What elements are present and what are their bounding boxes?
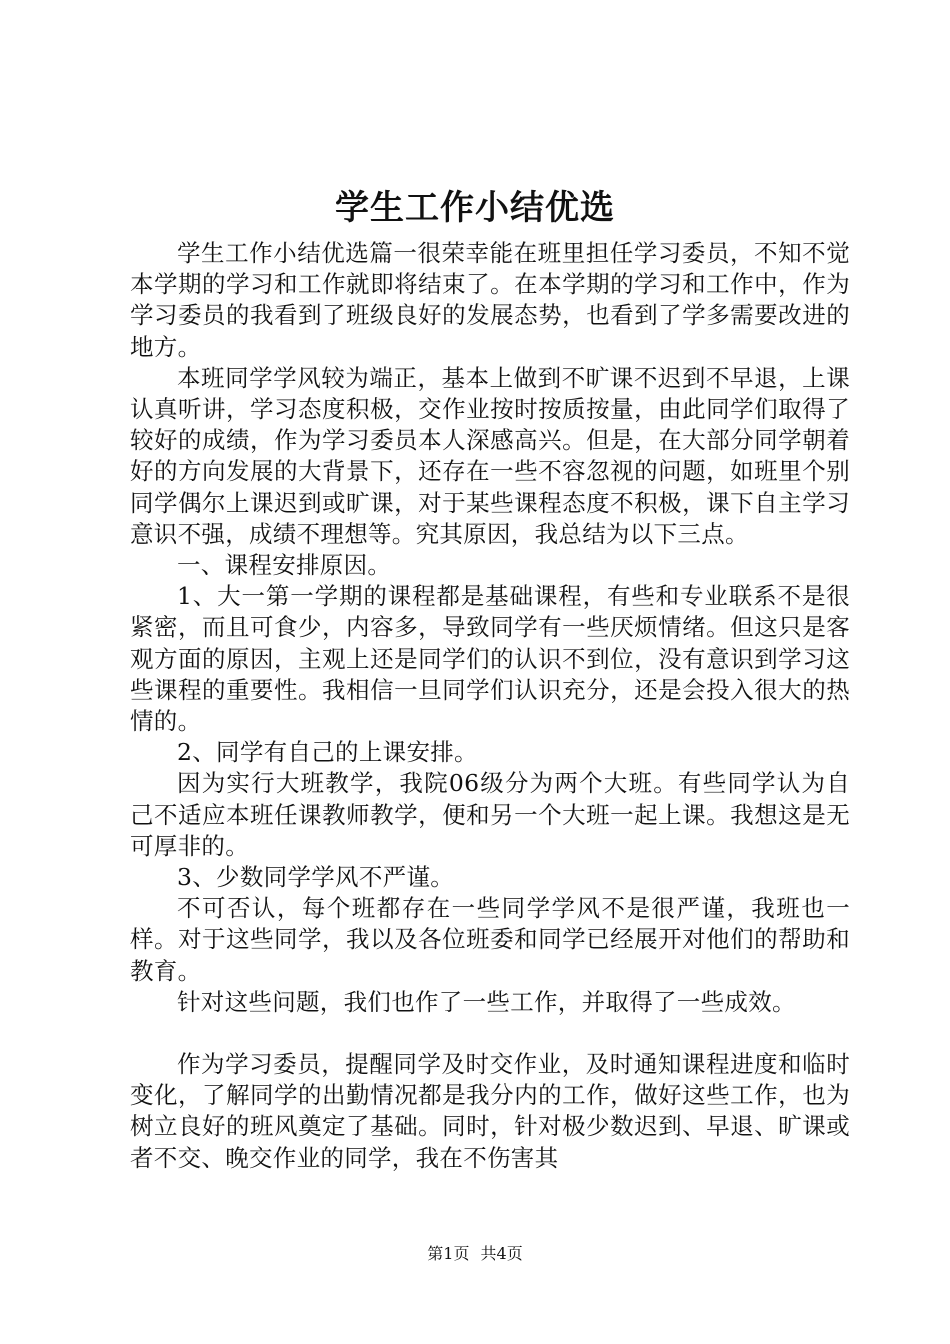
page-footer: 第1页 共4页 xyxy=(427,1244,523,1263)
paragraph-measures: 针对这些问题，我们也作了一些工作，并取得了一些成效。 xyxy=(177,987,796,1016)
paragraph-point-2-body: 因为实行大班教学，我院06级分为两个大班。有些同学认为自己不适应本班任课教师教学，便和另一个大班一起上课。我想这是无可厚非的。 xyxy=(130,769,850,860)
paragraph-study-committee-duties: 作为学习委员，提醒同学及时交作业，及时通知课程进度和临时变化，了解同学的出勤情况都是我分内的工作，做好这些工作，也为树立良好的班风奠定了基础。同时，针对极少数迟到、早退、旷课或者不交、晚交作业的同学，我在不伤害其 xyxy=(130,1050,850,1172)
section-heading-course-arrangement: 一、课程安排原因。 xyxy=(177,551,392,580)
paragraph-point-3-heading: 3、少数同学学风不严谨。 xyxy=(177,863,455,892)
paragraph-point-1: 1、大一第一学期的课程都是基础课程，有些和专业联系不是很紧密，而且可食少，内容多，导致同学有一些厌烦情绪。但这只是客观方面的原因，主观上还是同学们的认识不到位，没有意识到学习这些课程的重要性。我相信一旦同学们认识充分，还是会投入很大的热情的。 xyxy=(130,582,850,736)
paragraph-intro: 学生工作小结优选篇一很荣幸能在班里担任学习委员，不知不觉本学期的学习和工作就即将结束了。在本学期的学习和工作中，作为学习委员的我看到了班级良好的发展态势，也看到了学多需要改进的地方。 xyxy=(130,239,850,361)
document-title: 学生工作小结优选 xyxy=(335,188,615,228)
document-body xyxy=(130,238,850,1174)
paragraph-class-study-style: 本班同学学风较为端正，基本上做到不旷课不迟到不早退，上课认真听讲，学习态度积极，交作业按时按质按量，由此同学们取得了较好的成绩，作为学习委员本人深感高兴。但是，在大部分同学朝着好的方向发展的大背景下，还存在一些不容忽视的问题，如班里个别同学偶尔上课迟到或旷课，对于某些课程态度不积极，课下自主学习意识不强，成绩不理想等。究其原因，我总结为以下三点。 xyxy=(130,363,850,548)
paragraph-point-3-body: 不可否认，每个班都存在一些同学学风不是很严谨，我班也一样。对于这些同学，我以及各位班委和同学已经展开对他们的帮助和教育。 xyxy=(130,894,850,985)
paragraph-point-2-heading: 2、同学有自己的上课安排。 xyxy=(177,738,478,767)
